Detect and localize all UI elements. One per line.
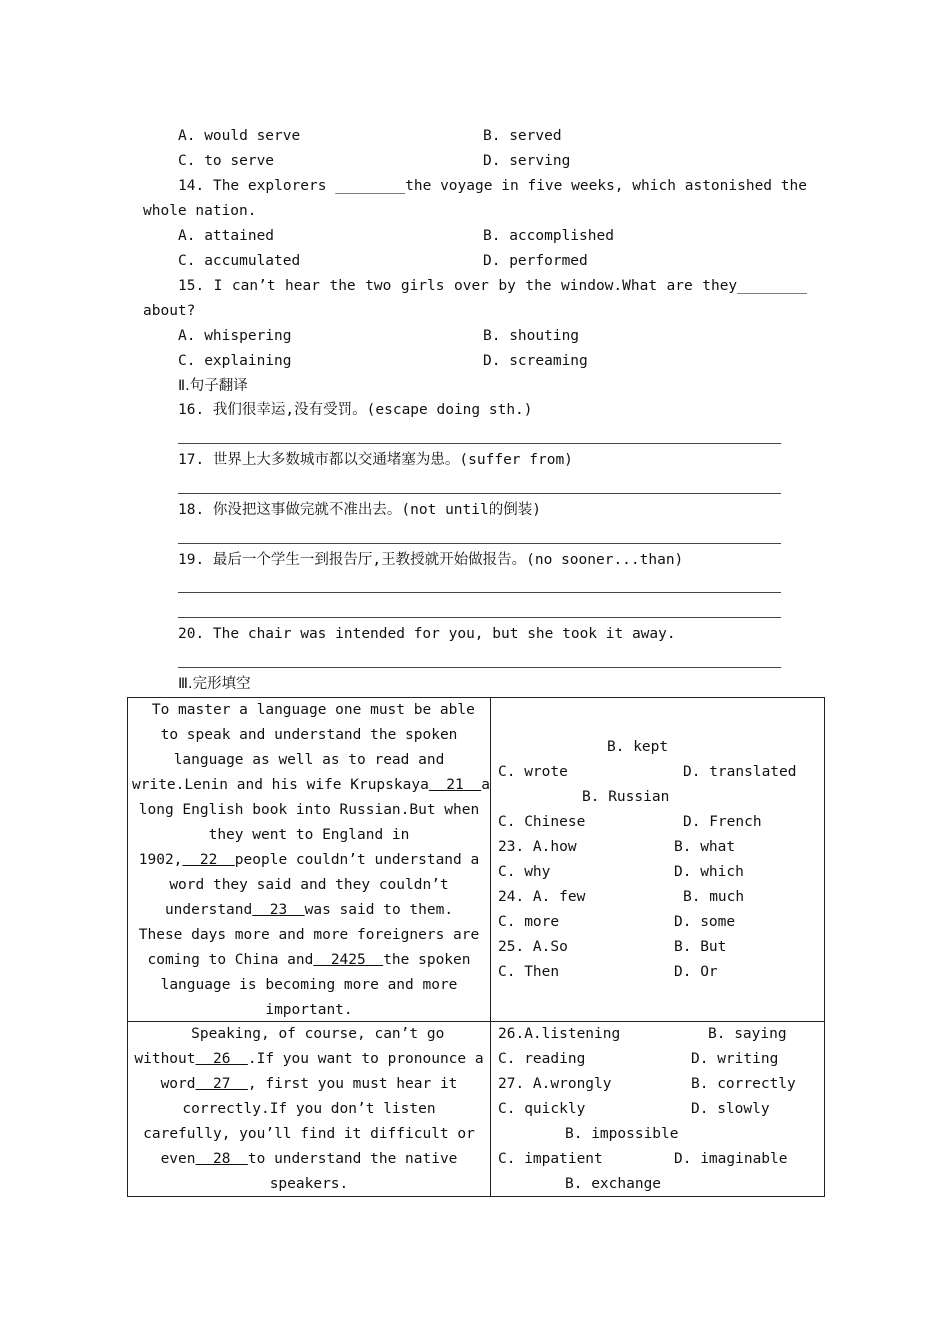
- passage1-line: long English book into Russian.But when: [138, 802, 480, 818]
- option-26-c: C. reading: [498, 1051, 586, 1067]
- option-23-c: C. why: [498, 864, 551, 880]
- option-28-c: C. impatient: [498, 1151, 603, 1167]
- option-27-d: D. slowly: [691, 1101, 770, 1117]
- blank-26[interactable]: 26: [195, 1051, 248, 1067]
- passage2-text: , first you must hear it: [247, 1076, 458, 1092]
- passage1-line: [132, 948, 486, 973]
- passage1-text: 1902,: [138, 852, 183, 868]
- option-24-a: 24. A. few: [498, 889, 586, 905]
- option-27-a: 27. A.wrongly: [498, 1076, 612, 1092]
- option-28-d: D. imaginable: [674, 1151, 788, 1167]
- translation-20: 20. The chair was intended for you, but she took it away.: [178, 626, 676, 642]
- passage1-line: important.: [265, 1002, 353, 1018]
- q13-option-b: B. served: [483, 128, 562, 144]
- passage2-text: to understand the native: [247, 1151, 458, 1167]
- q14-option-b: B. accomplished: [483, 228, 614, 244]
- passage2-text: .If you want to pronounce a: [247, 1051, 484, 1067]
- q15-option-b: B. shouting: [483, 328, 580, 344]
- q15-option-a: A. whispering: [178, 328, 292, 344]
- answer-line-19a[interactable]: [178, 592, 781, 593]
- blank-27[interactable]: 27: [195, 1076, 248, 1092]
- passage2-line: correctly.If you don’t listen: [182, 1101, 436, 1117]
- q15-stem: 15. I can’t hear the two girls over by the window.What are they________: [178, 278, 807, 294]
- option-26-d: D. writing: [691, 1051, 779, 1067]
- passage1-text: was said to them.: [304, 902, 454, 918]
- option-22-d: D. French: [683, 814, 762, 830]
- option-22-b: B. Russian: [582, 789, 670, 805]
- passage2-line: [132, 1047, 486, 1072]
- q13-option-a: A. would serve: [178, 128, 301, 144]
- answer-line-16[interactable]: [178, 443, 781, 444]
- option-24-d: D. some: [674, 914, 736, 930]
- option-25-b: B. But: [674, 939, 727, 955]
- option-26-a: 26.A.listening: [498, 1026, 621, 1042]
- answer-line-19b[interactable]: [178, 617, 781, 618]
- translation-16: 16. 我们很幸运,没有受罚。(escape doing sth.): [178, 402, 533, 418]
- answer-line-17[interactable]: [178, 493, 781, 494]
- option-23-b: B. what: [674, 839, 736, 855]
- option-21-d: D. translated: [683, 764, 797, 780]
- blank-22[interactable]: 22: [182, 852, 235, 868]
- passage1-line: they went to England in: [208, 827, 410, 843]
- passage2-text: even: [160, 1151, 196, 1167]
- cloze-passage-1: [132, 698, 490, 1023]
- option-24-b: B. much: [683, 889, 745, 905]
- passage1-text: write.Lenin and his wife Krupskaya: [132, 777, 429, 793]
- q14-option-a: A. attained: [178, 228, 275, 244]
- blank-21[interactable]: 21: [428, 777, 482, 793]
- passage1-line: language as well as to read and: [173, 752, 445, 768]
- blank-28[interactable]: 28: [195, 1151, 248, 1167]
- passage1-text: people couldn’t understand a: [234, 852, 480, 868]
- option-27-b: B. correctly: [691, 1076, 796, 1092]
- option-23-a: 23. A.how: [498, 839, 577, 855]
- option-23-d: D. which: [674, 864, 744, 880]
- passage2-line: Speaking, of course, can’t go: [173, 1026, 445, 1042]
- passage1-line: language is becoming more and more: [160, 977, 458, 993]
- section-3-title: Ⅲ.完形填空: [178, 676, 251, 692]
- option-25-a: 25. A.So: [498, 939, 568, 955]
- q14-stem: 14. The explorers ________the voyage in five weeks, which astonished the: [178, 178, 807, 194]
- option-27-c: C. quickly: [498, 1101, 586, 1117]
- passage2-line: speakers.: [269, 1176, 349, 1192]
- cloze-table-column-divider: [490, 697, 491, 1196]
- q13-option-d: D. serving: [483, 153, 571, 169]
- translation-18: 18. 你没把这事做完就不准出去。(not until的倒装): [178, 502, 541, 518]
- section-2-title: Ⅱ.句子翻译: [178, 378, 248, 394]
- answer-line-20[interactable]: [178, 667, 781, 668]
- option-22-c: C. Chinese: [498, 814, 586, 830]
- q14-option-d: D. performed: [483, 253, 588, 269]
- translation-19: 19. 最后一个学生一到报告厅,王教授就开始做报告。(no sooner...than): [178, 552, 684, 568]
- option-28-b: B. impossible: [565, 1126, 679, 1142]
- q15-stem-cont: about?: [143, 303, 196, 319]
- passage2-text: without: [134, 1051, 196, 1067]
- passage1-line: word they said and they couldn’t: [169, 877, 449, 893]
- option-21-b: B. kept: [607, 739, 669, 755]
- passage1-text: the spoken: [383, 952, 471, 968]
- q15-option-c: C. explaining: [178, 353, 292, 369]
- cloze-passage-2: [132, 1022, 486, 1197]
- q14-option-c: C. accumulated: [178, 253, 301, 269]
- option-25-c: C. Then: [498, 964, 560, 980]
- passage1-line: to speak and understand the spoken: [160, 727, 458, 743]
- blank-23[interactable]: 23: [252, 902, 305, 918]
- passage1-line: These days more and more foreigners are: [138, 927, 480, 943]
- option-21-c: C. wrote: [498, 764, 568, 780]
- passage1-line: [132, 898, 486, 923]
- passage2-line: [132, 1147, 486, 1172]
- q14-stem-cont: whole nation.: [143, 203, 257, 219]
- option-24-c: C. more: [498, 914, 560, 930]
- option-25-d: D. Or: [674, 964, 718, 980]
- passage2-text: word: [160, 1076, 196, 1092]
- passage2-line: carefully, you’ll find it difficult or: [143, 1126, 475, 1142]
- answer-line-18[interactable]: [178, 543, 781, 544]
- passage1-text: understand: [164, 902, 253, 918]
- q13-option-c: C. to serve: [178, 153, 275, 169]
- option-29-b: B. exchange: [565, 1176, 662, 1192]
- passage1-line: [132, 848, 486, 873]
- passage1-line: To master a language one must be able: [143, 702, 475, 718]
- blank-24-25[interactable]: 2425: [313, 952, 384, 968]
- option-26-b: B. saying: [708, 1026, 787, 1042]
- passage1-line: [132, 773, 490, 798]
- passage1-text: a: [481, 777, 490, 793]
- passage1-text: coming to China and: [147, 952, 314, 968]
- passage2-line: [132, 1072, 486, 1097]
- q15-option-d: D. screaming: [483, 353, 588, 369]
- translation-17: 17. 世界上大多数城市都以交通堵塞为患。(suffer from): [178, 452, 573, 468]
